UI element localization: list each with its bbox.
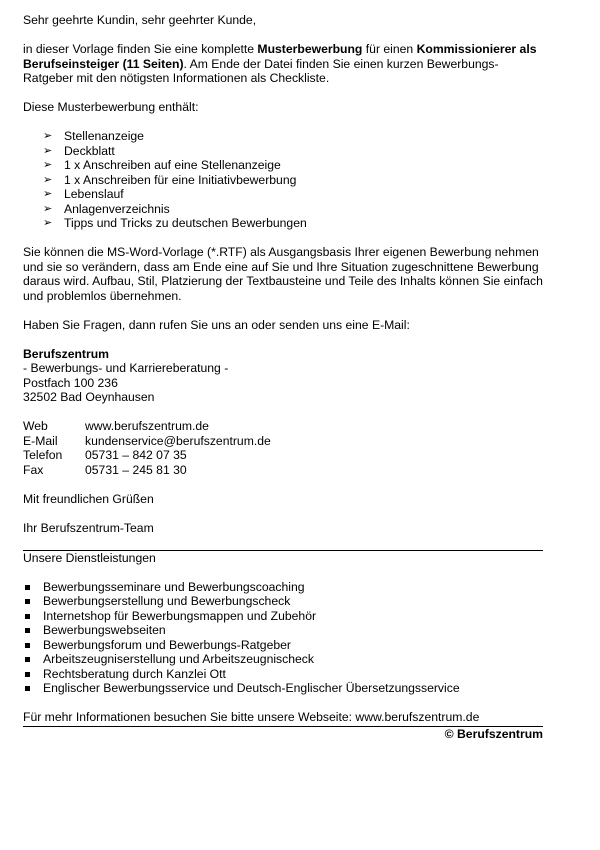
square-bullet-icon: [25, 599, 30, 604]
list-item: Bewerbungsseminare und Bewerbungscoaching: [23, 580, 543, 595]
web-link[interactable]: www.berufszentrum.de: [85, 419, 209, 433]
square-bullet-icon: [25, 585, 30, 590]
arrow-bullet-icon: ➢: [43, 173, 53, 186]
intro-paragraph: [23, 42, 543, 86]
services-list: [23, 580, 543, 696]
intro-text-2: für einen: [362, 42, 417, 56]
phone-value: 05731 – 842 07 35: [85, 448, 187, 462]
list-item: ➢ Lebenslauf: [43, 187, 124, 201]
contact-label: Web: [23, 419, 48, 433]
services-heading: Unsere Dienstleistungen: [23, 550, 156, 565]
contact-label: Telefon: [23, 448, 63, 462]
salutation: Sehr geehrte Kundin, sehr geehrter Kunde,: [23, 13, 257, 27]
list-item: Internetshop für Bewerbungsmappen und Zubehör: [23, 609, 543, 624]
list-item: ➢ Tipps und Tricks zu deutschen Bewerbungen: [43, 216, 307, 230]
contact-row-web: [23, 419, 543, 434]
signature: Ihr Berufszentrum-Team: [23, 520, 154, 535]
closing: Mit freundlichen Grüßen: [23, 491, 154, 506]
contents-heading: Diese Musterbewerbung enthält:: [23, 100, 199, 114]
company-subtitle: - Bewerbungs- und Karriereberatung -: [23, 361, 229, 375]
list-item: ➢ 1 x Anschreiben auf eine Stellenanzeige: [43, 158, 281, 172]
copyright: © Berufszentrum: [444, 726, 543, 741]
list-item: ➢ Anlagenverzeichnis: [43, 201, 170, 216]
email-link[interactable]: kundenservice@berufszentrum.de: [85, 433, 271, 448]
usage-paragraph: Sie können die MS-Word-Vorlage (*.RTF) als Ausgangsbasis Ihrer eigenen Bewerbung nehmen und sie so verändern, dass am Ende eine auf Sie und Ihre Situation zugeschnittene Bewerbung daraus wird. Aufbau, Stil, Platzierung der Textbausteine und Teile des Inhalts können Sie einfach und problemlos übernehmen.: [23, 245, 543, 303]
arrow-bullet-icon: ➢: [43, 188, 53, 200]
letter-body: [23, 13, 543, 741]
contact-label: Fax: [23, 462, 44, 477]
list-item: ➢ Deckblatt: [43, 143, 115, 158]
square-bullet-icon: [25, 628, 30, 633]
contact-row-fax: [23, 463, 543, 478]
intro-text-3: . Am Ende der Datei finden Sie einen kurzen Bewerbungs-Ratgeber mit den nötigsten Informationen als Checkliste.: [23, 56, 499, 85]
intro-text-1: in dieser Vorlage finden Sie eine komplette: [23, 42, 258, 56]
square-bullet-icon: [25, 614, 30, 619]
list-item: Bewerbungsforum und Bewerbungs-Ratgeber: [23, 638, 543, 653]
contact-block: [23, 419, 543, 477]
arrow-bullet-icon: ➢: [43, 144, 53, 157]
list-item: Englischer Bewerbungsservice und Deutsch-Englischer Übersetzungsservice: [23, 681, 543, 696]
square-bullet-icon: [25, 686, 30, 691]
list-item: Arbeitszeugniserstellung und Arbeitszeugnischeck: [23, 652, 543, 667]
contact-label: E-Mail: [23, 433, 58, 448]
square-bullet-icon: [25, 672, 30, 677]
list-item: Bewerbungswebseiten: [23, 623, 543, 638]
company-name: Berufszentrum: [23, 346, 110, 361]
contents-list: [23, 129, 543, 231]
square-bullet-icon: [25, 643, 30, 648]
arrow-bullet-icon: ➢: [43, 202, 53, 215]
company-city: 32502 Bad Oeynhausen: [23, 390, 155, 404]
list-item: ➢ Stellenanzeige: [43, 129, 144, 143]
contact-row-email: [23, 434, 543, 449]
intro-bold-1: Musterbewerbung: [257, 42, 363, 56]
intro-bold-2: Kommissionierer als Berufseinsteiger (11 Seiten): [23, 42, 537, 71]
list-item: Bewerbungserstellung und Bewerbungscheck: [23, 594, 543, 609]
list-item: ➢ 1 x Anschreiben für eine Initiativbewerbung: [43, 172, 297, 187]
more-info-line: Für mehr Informationen besuchen Sie bitte unsere Webseite: www.berufszentrum.de: [23, 710, 543, 727]
questions-line: Haben Sie Fragen, dann rufen Sie uns an oder senden uns eine E-Mail:: [23, 317, 410, 332]
arrow-bullet-icon: ➢: [43, 217, 53, 229]
contact-row-phone: [23, 448, 543, 463]
arrow-bullet-icon: ➢: [43, 130, 53, 142]
list-item: Rechtsberatung durch Kanzlei Ott: [23, 667, 543, 682]
fax-value: 05731 – 245 81 30: [85, 462, 187, 477]
square-bullet-icon: [25, 657, 30, 662]
arrow-bullet-icon: ➢: [43, 159, 53, 171]
company-postbox: Postfach 100 236: [23, 375, 118, 390]
